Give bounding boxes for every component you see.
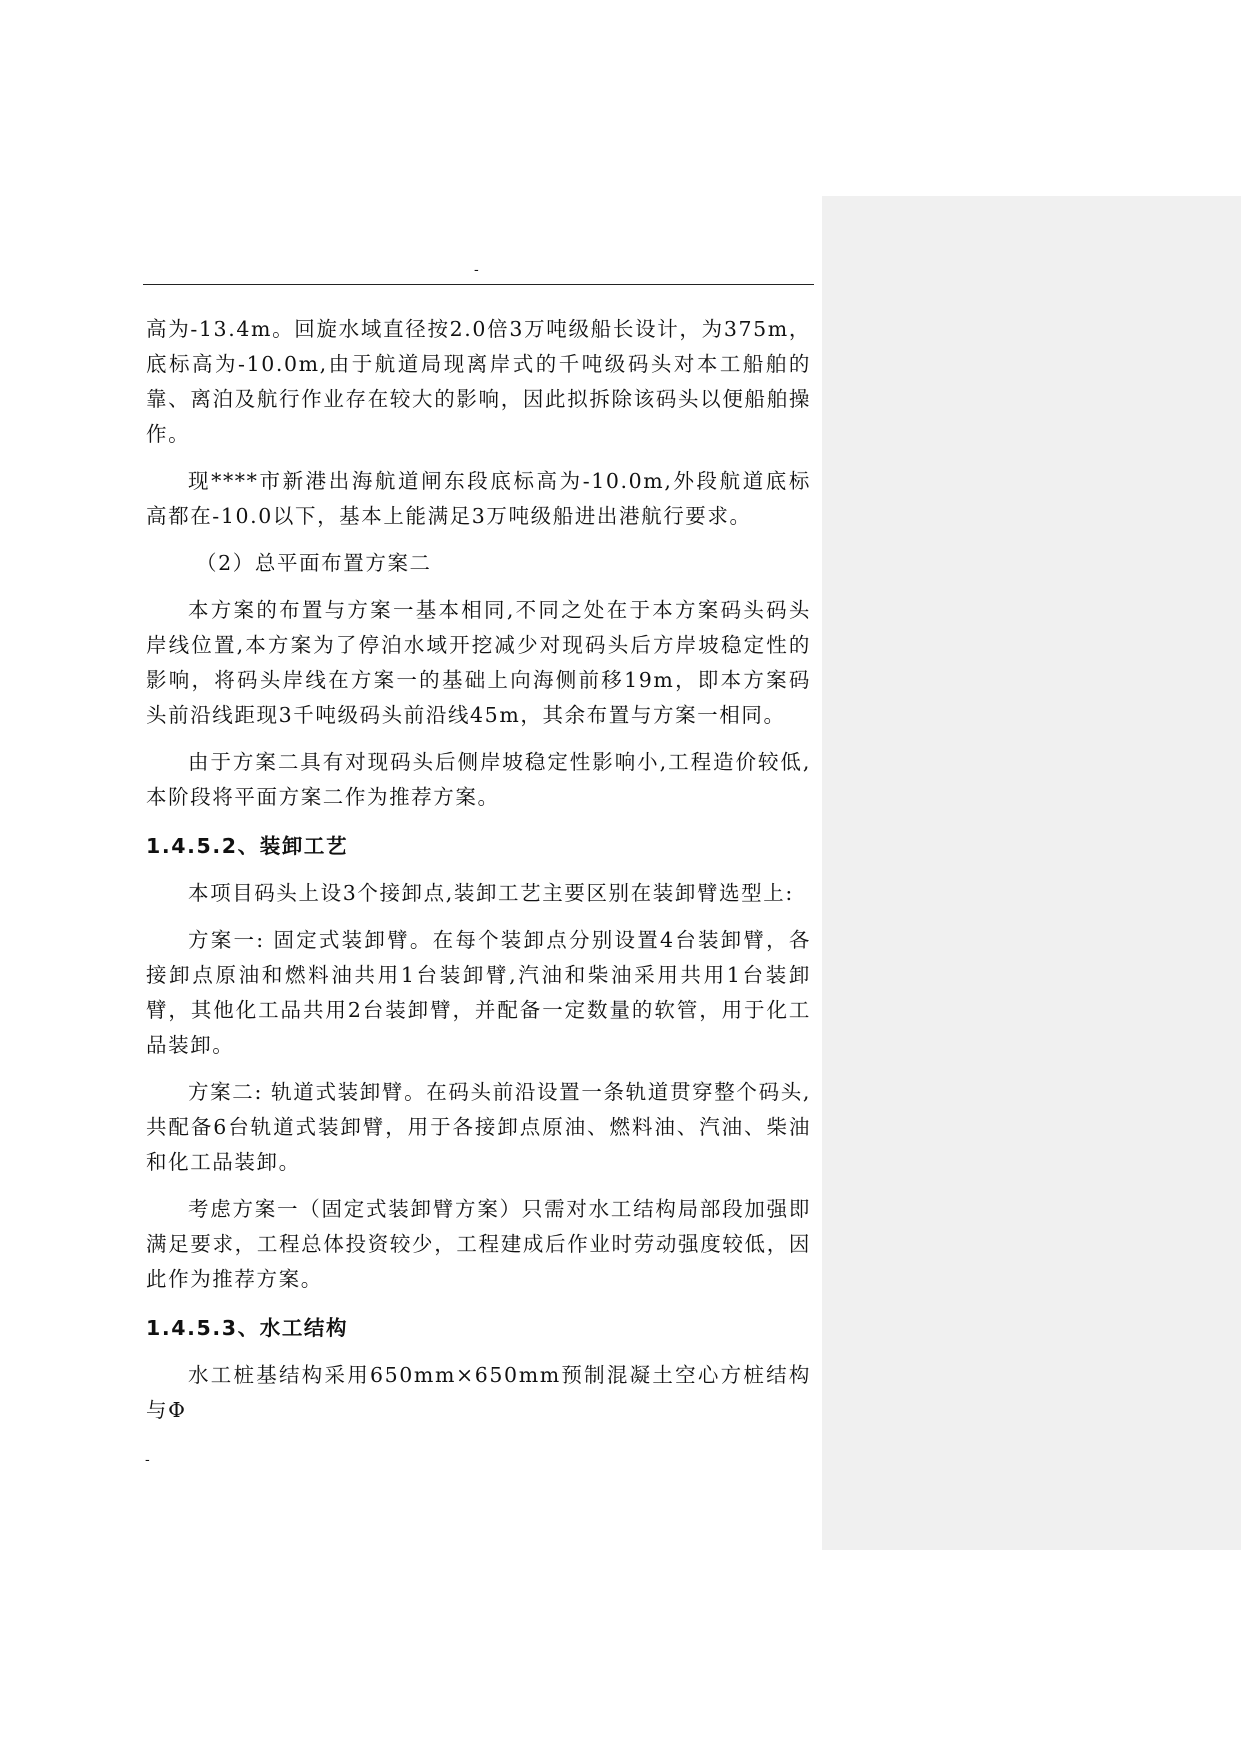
paragraph-6: 本项目码头上设3个接卸点,装卸工艺主要区别在装卸臂选型上: bbox=[188, 881, 794, 905]
paragraph-9: 考虑方案一（固定式装卸臂方案）只需对水工结构局部段加强即满足要求，工程总体投资较少，工程建成后作业时劳动强度较低，因此作为推荐方案。 bbox=[146, 1197, 811, 1291]
paragraph-10: 水工桩基结构采用650mm×650mm预制混凝土空心方桩结构与Φ bbox=[146, 1363, 811, 1422]
section-label: （2）总平面布置方案二 bbox=[196, 551, 432, 575]
heading-hydraulic-structure: 1.4.5.3、水工结构 bbox=[146, 1316, 349, 1340]
paragraph-7: 方案一: 固定式装卸臂。在每个装卸点分别设置4台装卸臂，各接卸点原油和燃料油共用1台装卸臂,汽油和柴油采用共用1台装卸臂，其他化工品共用2台装卸臂，并配备一定数量的软管，用于化工品装卸。 bbox=[146, 928, 811, 1057]
heading-loading-process: 1.4.5.2、装卸工艺 bbox=[146, 834, 349, 858]
comment-pane bbox=[822, 196, 1241, 1550]
paragraph-1: 高为-13.4m。回旋水域直径按2.0倍3万吨级船长设计，为375m，底标高为-10.0m,由于航道局现离岸式的千吨级码头对本工船舶的靠、离泊及航行作业存在较大的影响，因此拟拆除该码头以便船舶操作。 bbox=[146, 317, 811, 446]
paragraph-8: 方案二: 轨道式装卸臂。在码头前沿设置一条轨道贯穿整个码头,共配备6台轨道式装卸臂，用于各接卸点原油、燃料油、汽油、柴油和化工品装卸。 bbox=[146, 1080, 811, 1174]
paragraph-4: 本方案的布置与方案一基本相同,不同之处在于本方案码头码头岸线位置,本方案为了停泊水域开挖减少对现码头后方岸坡稳定性的影响，将码头岸线在方案一的基础上向海侧前移19m，即本方案码头前沿线距现3千吨级码头前沿线45m，其余布置与方案一相同。 bbox=[146, 598, 811, 727]
document-body bbox=[146, 312, 811, 1428]
header-mark: - bbox=[474, 262, 479, 278]
footer-mark: - bbox=[145, 1452, 150, 1468]
paragraph-2: 现****市新港出海航道闸东段底标高为-10.0m,外段航道底标高都在-10.0以下，基本上能满足3万吨级船进出港航行要求。 bbox=[146, 469, 811, 528]
paragraph-5: 由于方案二具有对现码头后侧岸坡稳定性影响小,工程造价较低,本阶段将平面方案二作为推荐方案。 bbox=[146, 750, 811, 809]
header-rule bbox=[143, 284, 814, 285]
